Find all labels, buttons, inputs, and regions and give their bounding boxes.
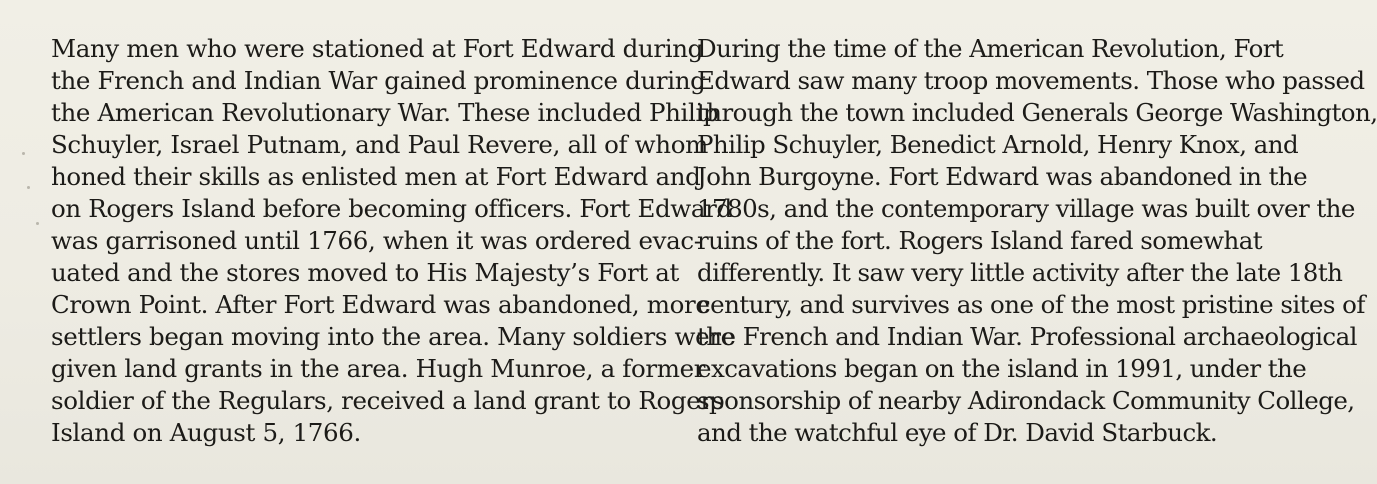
text-line: the French and Indian War. Professional archaeological <box>697 322 1357 351</box>
text-line: sponsorship of nearby Adirondack Community College, <box>697 386 1355 415</box>
text-line: was garrisoned until 1766, when it was ordered evac- <box>51 226 702 255</box>
text-line: During the time of the American Revolution, Fort <box>697 34 1284 63</box>
text-line: settlers began moving into the area. Many soldiers were <box>51 322 735 351</box>
text-line: 1780s, and the contemporary village was built over the <box>697 194 1355 223</box>
text-line: John Burgoyne. Fort Edward was abandoned in the <box>697 162 1308 191</box>
text-line: century, and survives as one of the most pristine sites of <box>697 290 1365 319</box>
text-line: excavations began on the island in 1991, under the <box>697 354 1307 383</box>
text-line: uated and the stores moved to His Majesty’s Fort at <box>51 258 680 287</box>
margin-mark <box>22 152 25 155</box>
text-line: Crown Point. After Fort Edward was abandoned, more <box>51 290 710 319</box>
text-line: Schuyler, Israel Putnam, and Paul Revere, all of whom <box>51 130 709 159</box>
left-column <box>51 33 735 449</box>
text-line: given land grants in the area. Hugh Munroe, a former <box>51 354 706 383</box>
text-line: Edward saw many troop movements. Those who passed <box>697 66 1365 95</box>
text-line: soldier of the Regulars, received a land grant to Rogers <box>51 386 724 415</box>
right-column <box>697 33 1377 449</box>
text-line: on Rogers Island before becoming officers. Fort Edward <box>51 194 732 223</box>
text-line: differently. It saw very little activity after the late 18th <box>697 258 1343 287</box>
text-line: Many men who were stationed at Fort Edward during <box>51 34 704 63</box>
text-line: through the town included Generals George Washington, <box>697 98 1377 127</box>
text-line: honed their skills as enlisted men at Fort Edward and <box>51 162 701 191</box>
text-line: and the watchful eye of Dr. David Starbuck. <box>697 418 1218 447</box>
margin-mark <box>36 222 39 225</box>
text-line: the French and Indian War gained prominence during <box>51 66 706 95</box>
text-line: the American Revolutionary War. These included Philip <box>51 98 719 127</box>
text-line: ruins of the fort. Rogers Island fared somewhat <box>697 226 1263 255</box>
margin-mark <box>27 186 30 189</box>
text-line: Island on August 5, 1766. <box>51 418 361 447</box>
text-line: Philip Schuyler, Benedict Arnold, Henry Knox, and <box>697 130 1299 159</box>
